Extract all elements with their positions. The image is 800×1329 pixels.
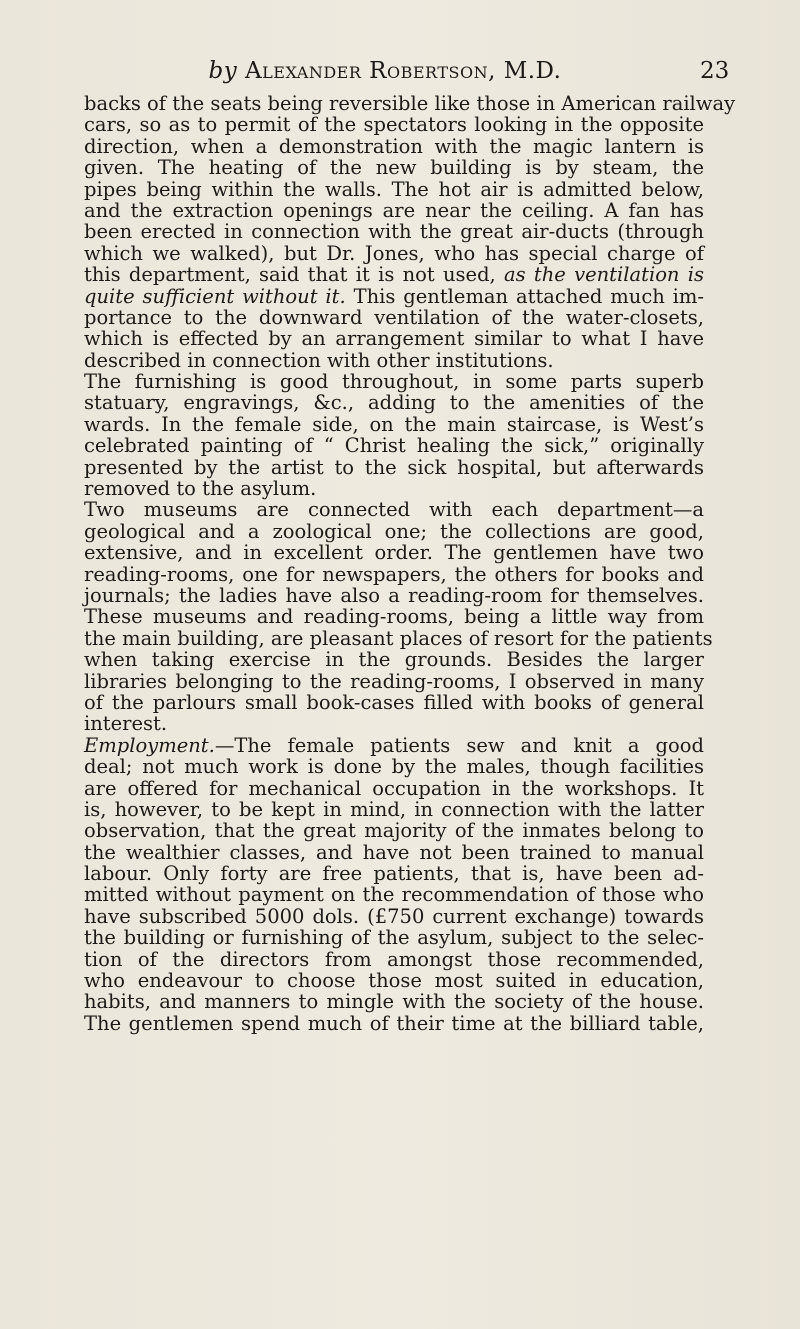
text-line (84, 949, 704, 970)
text-run: presented by the artist to the sick hospital, but afterwards (84, 455, 704, 479)
text-line (84, 521, 704, 542)
text-line (84, 863, 704, 884)
text-run: Two museums are connected with each department—a (84, 498, 704, 522)
text-run: and the extraction openings are near the ceiling. A fan has (84, 198, 704, 222)
text-line (84, 478, 704, 499)
text-run: which is effected by an arrangement similar to what I have (84, 327, 704, 351)
text-run: The gentlemen spend much of their time at the billiard table, (84, 1011, 704, 1035)
text-run: the wealthier classes, and have not been trained to manual (84, 840, 704, 864)
italic-text: quite sufficient without it. (84, 284, 346, 308)
text-line (84, 392, 704, 413)
text-line (84, 200, 704, 221)
text-line (84, 606, 704, 627)
text-line (84, 756, 704, 777)
text-line (84, 649, 704, 670)
text-line (84, 927, 704, 948)
text-line (84, 735, 704, 756)
page-number: 23 (700, 58, 730, 84)
text-run: deal; not much work is done by the males, though facilities (84, 755, 704, 779)
text-line (84, 1013, 704, 1034)
text-run: wards. In the female side, on the main staircase, is West’s (84, 412, 704, 436)
text-run: reading-rooms, one for newspapers, the others for books and (84, 562, 704, 586)
text-line (84, 221, 704, 242)
running-head (130, 58, 640, 84)
running-head-author: Alexander Robertson, M.D. (245, 58, 562, 84)
text-run: observation, that the great majority of the inmates belong to (84, 819, 704, 843)
text-run: The furnishing is good throughout, in some parts superb (84, 370, 704, 394)
text-line (84, 499, 704, 520)
text-run: journals; the ladies have also a reading-room for themselves. (84, 583, 704, 607)
text-run: cars, so as to permit of the spectators looking in the opposite (84, 113, 704, 137)
text-run: is, however, to be kept in mind, in connection with the latter (84, 797, 704, 821)
text-run: removed to the asylum. (84, 477, 317, 501)
text-line (84, 328, 704, 349)
text-line (84, 820, 704, 841)
text-line (84, 671, 704, 692)
text-line (84, 307, 704, 328)
text-line (84, 564, 704, 585)
text-run: direction, when a demonstration with the magic lantern is (84, 134, 704, 158)
text-line (84, 114, 704, 135)
text-line (84, 179, 704, 200)
text-run: of the parlours small book-cases filled with books of general (84, 690, 704, 714)
text-line (84, 457, 704, 478)
text-run: extensive, and in excellent order. The gentlemen have two (84, 541, 704, 565)
text-run: have subscribed 5000 dols. (£750 current exchange) towards (84, 904, 704, 928)
text-line (84, 136, 704, 157)
text-run: described in connection with other institutions. (84, 348, 554, 372)
body-text (84, 92, 736, 1035)
text-run: which we walked), but Dr. Jones, who has special charge of (84, 241, 704, 265)
text-run: labour. Only forty are free patients, that is, have been ad- (84, 862, 704, 886)
text-line (84, 906, 704, 927)
running-head-by: by (208, 58, 238, 84)
text-line (84, 884, 704, 905)
text-run: been erected in connection with the great air-ducts (through (84, 220, 704, 244)
text-run: —The female patients sew and knit a good (214, 733, 704, 757)
text-run: celebrated painting of “ Christ healing the sick,” originally (84, 434, 704, 458)
text-run: libraries belonging to the reading-rooms, I observed in many (84, 669, 704, 693)
text-run: statuary, engravings, &c., adding to the amenities of the (84, 391, 704, 415)
text-run: This gentleman attached much im- (345, 284, 704, 308)
text-run: the building or furnishing of the asylum, subject to the selec- (84, 926, 704, 950)
text-run: These museums and reading-rooms, being a little way from (84, 605, 704, 629)
text-run: interest. (84, 712, 168, 736)
text-line (84, 713, 704, 734)
text-line (84, 435, 704, 456)
text-line (84, 414, 704, 435)
text-line (84, 243, 704, 264)
text-line (84, 842, 704, 863)
text-line (84, 970, 704, 991)
italic-text: as the ventilation is (504, 263, 704, 287)
text-run: tion of the directors from amongst those recommended, (84, 947, 704, 971)
text-run: who endeavour to choose those most suited in education, (84, 969, 704, 993)
text-line (84, 350, 704, 371)
text-line (84, 799, 704, 820)
text-line (84, 286, 704, 307)
text-run: pipes being within the walls. The hot air is admitted below, (84, 177, 704, 201)
text-line (84, 157, 704, 178)
text-run: mitted without payment on the recommendation of those who (84, 883, 704, 907)
text-run: given. The heating of the new building is by steam, the (84, 156, 704, 180)
text-run: portance to the downward ventilation of the water-closets, (84, 305, 704, 329)
text-line (84, 626, 713, 650)
italic-text: Employment. (84, 733, 215, 757)
text-line (84, 371, 704, 392)
text-run: are offered for mechanical occupation in the workshops. It (84, 776, 704, 800)
text-run: the main building, are pleasant places of resort for the patients (84, 626, 713, 650)
text-line (84, 542, 704, 563)
text-run: backs of the seats being reversible like those in American railway (84, 92, 736, 115)
text-line (84, 991, 704, 1012)
text-line (84, 692, 704, 713)
text-run: habits, and manners to mingle with the society of the house. (84, 990, 704, 1014)
text-line (84, 778, 704, 799)
text-run: geological and a zoological one; the collections are good, (84, 519, 704, 543)
text-run: when taking exercise in the grounds. Besides the larger (84, 648, 704, 672)
text-line (84, 92, 736, 115)
text-line (84, 264, 704, 285)
text-run: this department, said that it is not used, (84, 263, 504, 287)
text-line (84, 585, 704, 606)
